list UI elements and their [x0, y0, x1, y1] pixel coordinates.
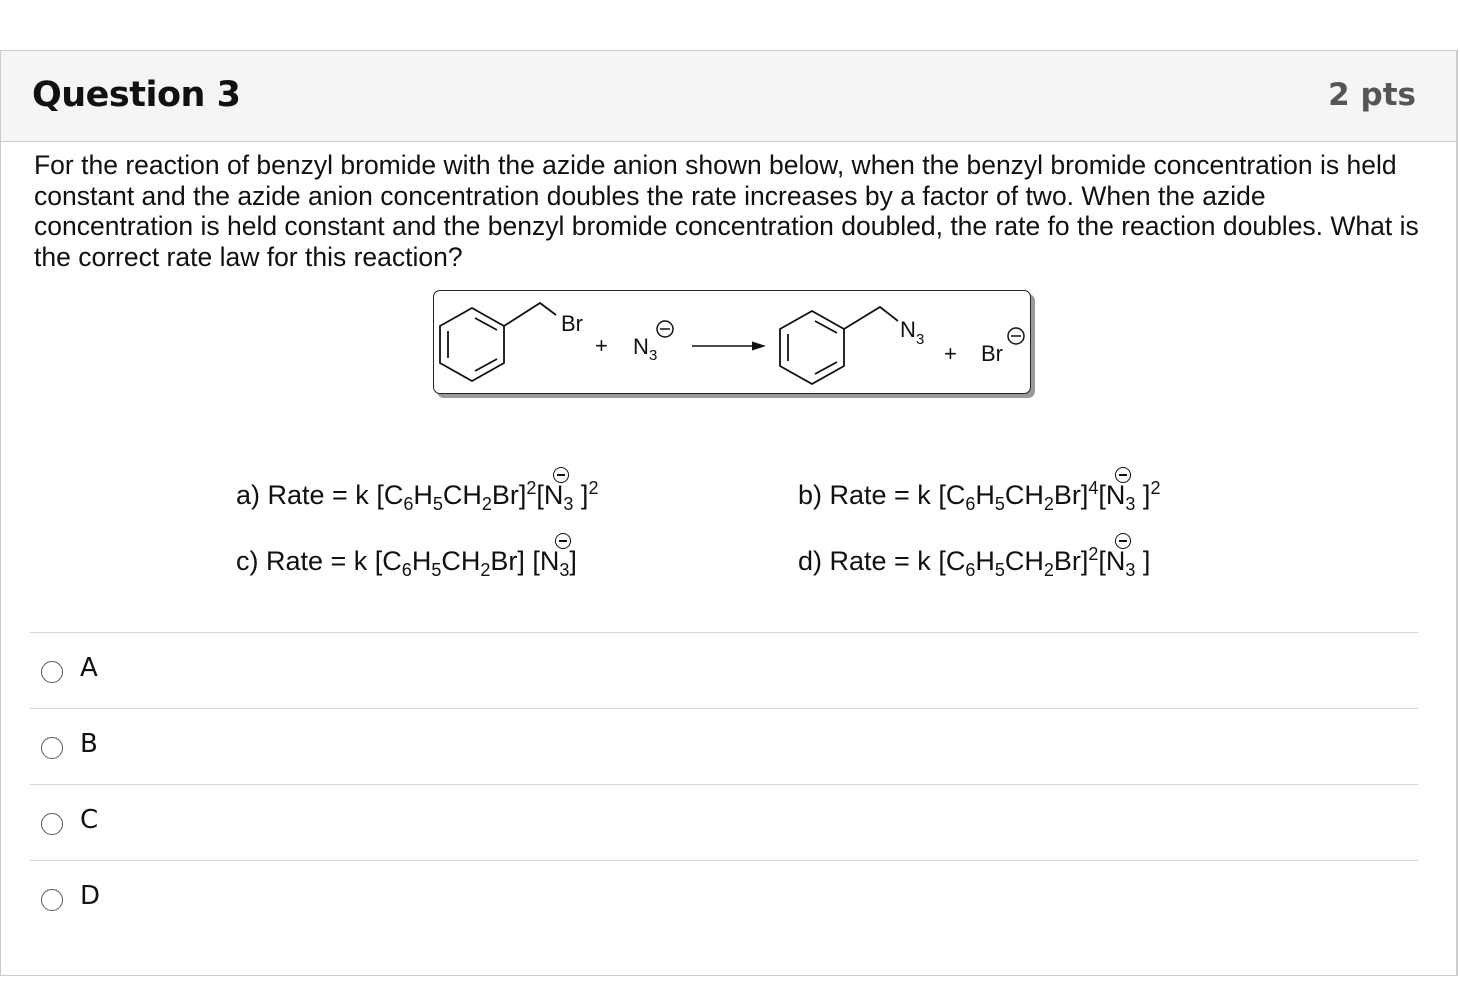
- reactant-br-label: Br: [561, 311, 583, 336]
- option-c-rate-law: c) Rate = k $[C_6H_5CH_2Br]$ [$N_3$ ]: [236, 546, 577, 577]
- nucleophile-subscript: 3: [649, 347, 658, 364]
- radio-button[interactable]: [41, 737, 63, 759]
- answer-label: B: [80, 729, 98, 759]
- radio-button[interactable]: [41, 661, 63, 683]
- product-n-subscript: 3: [916, 331, 925, 348]
- question-title: Question 3: [32, 75, 241, 115]
- question-header: [1, 51, 1456, 142]
- minus-charge-icon: [1115, 467, 1131, 483]
- nucleophile-label: N: [633, 334, 649, 359]
- minus-charge-icon: [1115, 533, 1131, 549]
- plus-sign-1: +: [595, 333, 608, 358]
- answer-option-a[interactable]: [30, 632, 1418, 708]
- option-a-rate-law: a) Rate = k $[C_6H_5CH_2Br]^2[N_3$ ]$^2$: [236, 480, 598, 511]
- answer-option-c[interactable]: [30, 784, 1418, 860]
- answer-option-b[interactable]: [30, 708, 1418, 784]
- answer-label: A: [80, 653, 98, 683]
- question-points: 2 pts: [1328, 77, 1416, 113]
- answer-option-d[interactable]: [30, 860, 1418, 936]
- minus-charge-icon: [657, 321, 673, 337]
- minus-charge-icon: [555, 533, 571, 549]
- answer-label: C: [80, 805, 99, 835]
- answer-label: D: [80, 881, 101, 911]
- benzene-ring-reactant: [440, 308, 504, 381]
- benzene-ring-product: [780, 311, 844, 384]
- question-prompt: For the reaction of benzyl bromide with the azide anion shown below, when the benzyl bromide concentration is held constant and the azide anion concentration doubles the rate increases by a factor of two. When the azide concentration is held constant and the benzyl bromide concentration doubled, the rate fo the reaction doubles. What is the correct rate law for this reaction?: [34, 150, 1419, 272]
- minus-charge-icon: [1008, 328, 1024, 344]
- minus-charge-icon: [553, 467, 569, 483]
- radio-button[interactable]: [41, 889, 63, 911]
- product-n-label: N: [900, 317, 916, 342]
- option-b-rate-law: b) Rate = k $[C_6H_5CH_2Br]^4[N_3$ ]$^2$: [798, 480, 1160, 511]
- reaction-arrow-icon: [692, 342, 766, 351]
- plus-sign-2: +: [944, 341, 957, 366]
- byproduct-br-label: Br: [981, 341, 1003, 366]
- reactant-chain: [504, 303, 556, 326]
- option-d-rate-law: d) Rate = k $[C_6H_5CH_2Br]^2[N_3$ ]: [798, 546, 1150, 577]
- reaction-scheme-drawing: [434, 291, 1032, 395]
- radio-button[interactable]: [41, 813, 63, 835]
- reaction-scheme: [433, 290, 1031, 394]
- product-chain: [844, 307, 898, 329]
